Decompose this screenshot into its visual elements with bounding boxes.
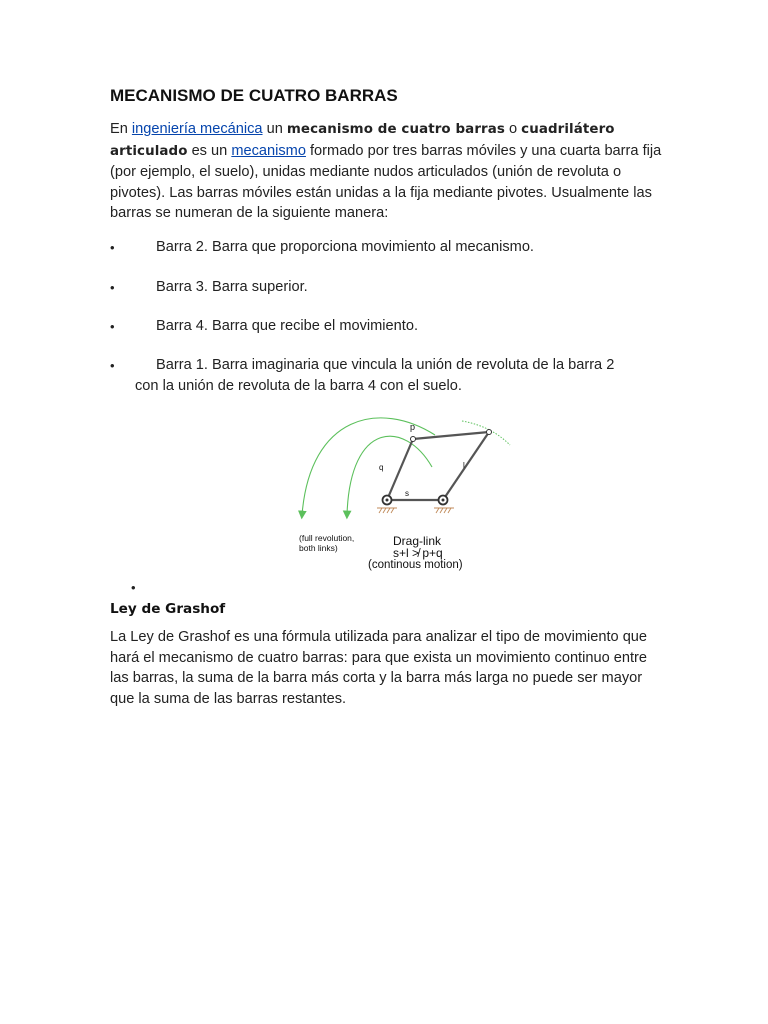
ground-left	[377, 508, 397, 513]
label-p: p	[410, 422, 416, 432]
full-revolution-line-1: (full revolution,	[299, 533, 355, 543]
page-title: MECANISMO DE CUATRO BARRAS	[110, 86, 398, 105]
intro-text-5: formado por tres barras móviles y una cuarta barra fija (por ejemplo, el suelo), unidas mediante nudos articulados (unión de revoluta o pivotes). Las barras móviles están unidas a la fija mediante pivotes. Usualmente las barras se numeran de la siguiente manera:	[110, 142, 662, 221]
bullet-marker: •	[110, 319, 115, 334]
label-l: l	[463, 461, 465, 470]
full-revolution-caption	[299, 534, 354, 553]
bullet-marker: •	[110, 358, 115, 373]
bold-term-cuadrilatero: cuadrilátero articulado	[110, 122, 615, 159]
ground-right	[434, 508, 454, 513]
link-ingenieria-mecanica[interactable]: ingeniería mecánica	[131, 121, 263, 137]
label-s: s	[405, 489, 409, 498]
link-p	[413, 432, 489, 439]
grashof-condition: s+l ≯ p+q	[393, 546, 443, 560]
list-item-text: Barra 3. Barra superior.	[156, 279, 308, 295]
pivot-coupler-right	[487, 430, 492, 435]
empty-bullet-marker: •	[131, 580, 136, 595]
label-q: q	[379, 463, 384, 472]
intro-text-4: es un	[187, 142, 232, 159]
link-mecanismo[interactable]: mecanismo	[231, 142, 306, 159]
list-item-continuation: con la unión de revoluta de la barra 4 con el suelo.	[135, 378, 462, 394]
list-item-text: Barra 2. Barra que proporciona movimiento al mecanismo.	[156, 239, 534, 255]
intro-text-1: En	[110, 121, 132, 137]
motion-caption: (continous motion)	[368, 559, 463, 571]
full-revolution-line-2: both links)	[299, 542, 338, 553]
pivot-coupler-left	[411, 437, 416, 442]
intro-text-2: un	[262, 121, 287, 137]
drag-link-title: Drag-link	[393, 534, 442, 548]
intro-paragraph	[110, 119, 666, 224]
grashof-paragraph: La Ley de Grashof es una fórmula utilizada para analizar el tipo de movimiento que hará el mecanismo de cuatro barras: para que exista un movimiento continuo entre las barras, la suma de la barra más corta y la barra más larga no puede ser mayor que la suma de las barras restantes.	[110, 629, 648, 707]
bullet-marker: •	[110, 240, 115, 255]
bold-term-mecanismo: mecanismo de cuatro barras	[286, 122, 505, 137]
list-item-text: Barra 4. Barra que recibe el movimiento.	[156, 318, 418, 334]
link-l	[443, 432, 489, 500]
list-item-text: Barra 1. Barra imaginaria que vincula la unión de revoluta de la barra 2	[156, 357, 615, 373]
intro-text-3: o	[504, 121, 522, 137]
link-q	[387, 439, 413, 500]
bullet-marker: •	[110, 280, 115, 295]
four-bar-linkage-figure	[290, 405, 520, 575]
section-heading-grashof: Ley de Grashof	[110, 601, 226, 617]
